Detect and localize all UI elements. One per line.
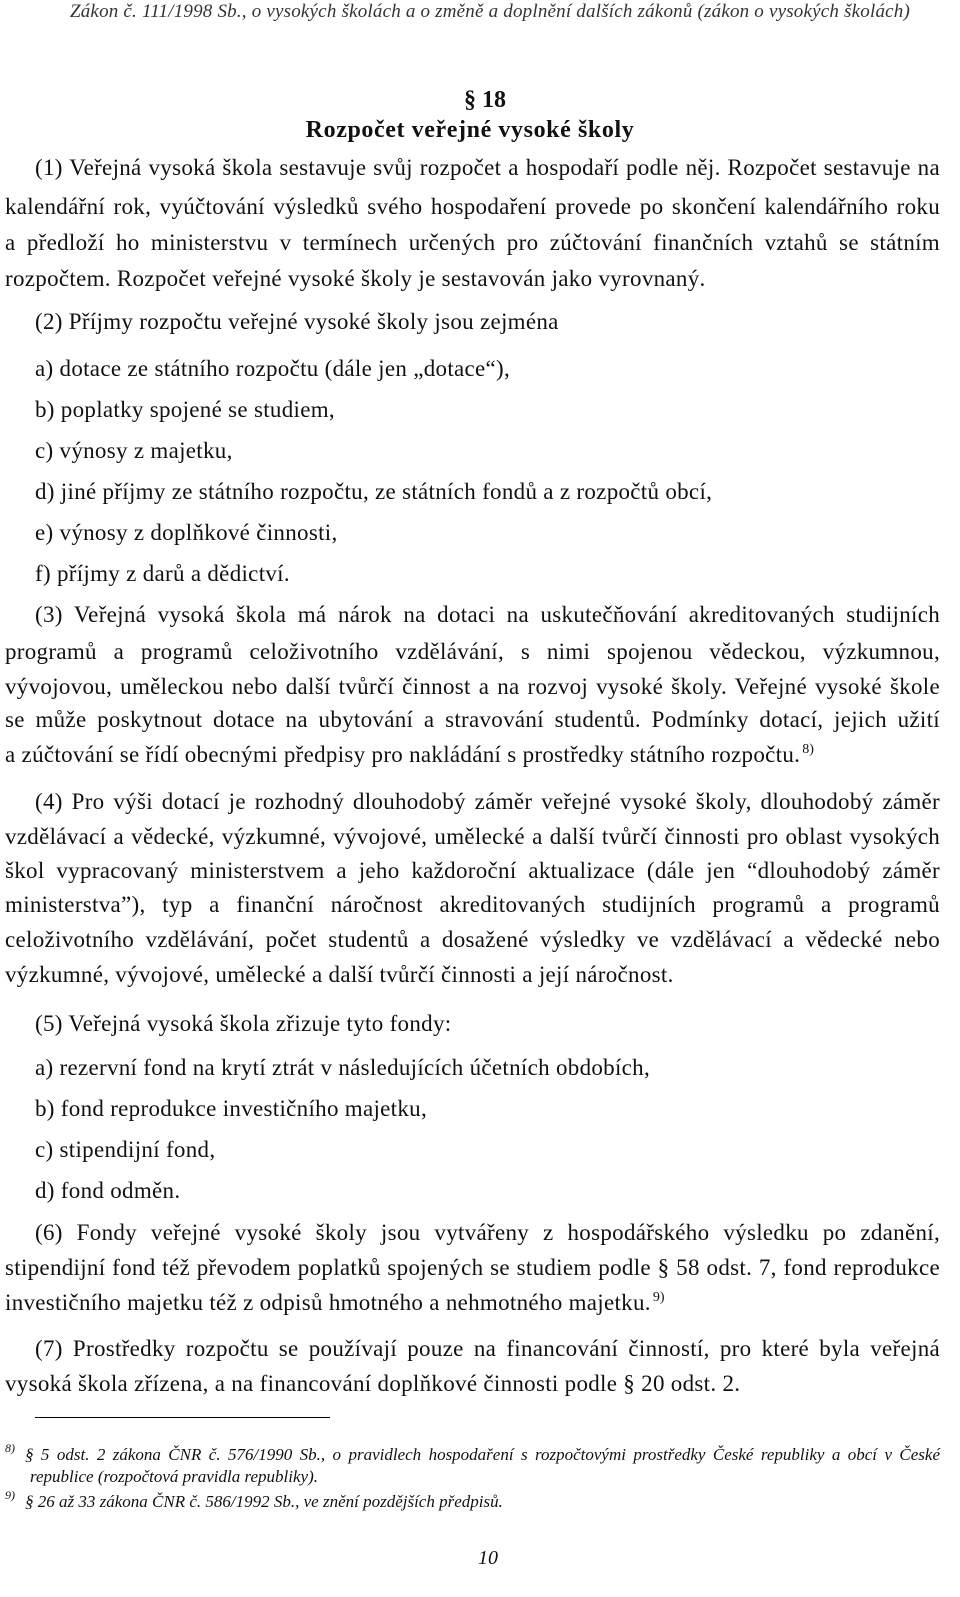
paragraph-line: (6) Fondy veřejné vysoké školy jsou vytvářeny z hospodářského výsledku po zdanění, bbox=[35, 1220, 940, 1245]
paragraph-line: vzdělávací a vědecké, výzkumné, vývojové, umělecké a další tvůrčí činnosti pro oblast vysokých bbox=[5, 824, 940, 849]
list-item: a) dotace ze státního rozpočtu (dále jen „dotace“), bbox=[35, 356, 511, 381]
paragraph-line: se může poskytnout dotace na ubytování a stravování studentů. Podmínky dotací, jejich užití bbox=[5, 707, 940, 732]
paragraph-line: celoživotního vzdělávání, počet studentů a dosažené výsledky ve vzdělávací a vědecké nebo bbox=[5, 927, 940, 952]
section-number: § 18 bbox=[464, 87, 506, 113]
paragraph-line: a předloží ho ministerstvu v termínech určených pro zúčtování finančních vztahů se státním bbox=[5, 230, 940, 255]
footnote-text-line: § 5 odst. 2 zákona ČNR č. 576/1990 Sb., o pravidlech hospodaření s rozpočtovými prostředky České republiky a obcí v České bbox=[25, 1445, 940, 1464]
paragraph-line bbox=[5, 1288, 940, 1318]
footnote-mark: 9) bbox=[5, 1488, 15, 1502]
paragraph-intro: (5) Veřejná vysoká škola zřizuje tyto fondy: bbox=[35, 1011, 452, 1036]
paragraph-line: programů a programů celoživotního vzdělávání, s nimi spojenou vědeckou, výzkumnou, bbox=[5, 639, 940, 664]
paragraph-line: vysoká škola zřízena, a na financování doplňkové činnosti podle § 20 odst. 2. bbox=[5, 1371, 741, 1396]
page-number: 10 bbox=[478, 1547, 498, 1569]
footnote-text-line: republice (rozpočtová pravidla republiky). bbox=[30, 1467, 318, 1486]
list-item: b) fond reprodukce investičního majetku, bbox=[35, 1096, 428, 1121]
list-item: e) výnosy z doplňkové činnosti, bbox=[35, 520, 338, 545]
footnote-ref-9: 9) bbox=[652, 1290, 665, 1305]
list-item: b) poplatky spojené se studiem, bbox=[35, 397, 335, 422]
running-header: Zákon č. 111/1998 Sb., o vysokých školách a o změně a doplnění dalších zákonů (zákon o vysokých školách) bbox=[69, 1, 911, 22]
list-item: f) příjmy z darů a dědictví. bbox=[35, 561, 290, 586]
paragraph-line: vývojovou, uměleckou nebo další tvůrčí činnost a na rozvoj vysoké školy. Veřejné vysoké škole bbox=[5, 674, 940, 699]
paragraph-line: stipendijní fond též převodem poplatků spojených se studiem podle § 58 odst. 7, fond reprodukce bbox=[5, 1255, 940, 1280]
line-text: investičního majetku též z odpisů hmotného a nehmotného majetku. bbox=[5, 1290, 651, 1315]
list-item: d) fond odměn. bbox=[35, 1178, 181, 1203]
paragraph-line: (4) Pro výši dotací je rozhodný dlouhodobý záměr veřejné vysoké školy, dlouhodobý záměr bbox=[35, 789, 940, 814]
paragraph-line: (3) Veřejná vysoká škola má nárok na dotaci na uskutečňování akreditovaných studijních bbox=[35, 602, 940, 627]
line-text: a zúčtování se řídí obecnými předpisy pro nakládání s prostředky státního rozpočtu. bbox=[5, 742, 801, 767]
paragraph-line bbox=[5, 740, 940, 770]
list-item: c) stipendijní fond, bbox=[35, 1137, 216, 1162]
list-item: a) rezervní fond na krytí ztrát v následujících účetních obdobích, bbox=[35, 1055, 651, 1080]
paragraph-line: škol vypracovaný ministerstvem a jeho každoroční aktualizace (dále jen “dlouhodobý záměr bbox=[5, 858, 940, 883]
footnote-text-line: § 26 až 33 zákona ČNR č. 586/1992 Sb., ve znění pozdějších předpisů. bbox=[25, 1492, 503, 1511]
section-title: Rozpočet veřejné vysoké školy bbox=[305, 117, 635, 143]
footnote-ref-8: 8) bbox=[802, 742, 814, 757]
paragraph-intro: (2) Příjmy rozpočtu veřejné vysoké školy jsou zejména bbox=[35, 309, 559, 334]
paragraph-line: výzkumné, vývojové, umělecké a další tvůrčí činnosti a její náročnost. bbox=[5, 962, 674, 987]
paragraph-line: kalendářní rok, vyúčtování výsledků svého hospodaření provede po skončení kalendářního roku bbox=[5, 194, 940, 219]
footnote-separator bbox=[35, 1417, 330, 1418]
paragraph-line: (7) Prostředky rozpočtu se používají pouze na financování činností, pro které byla veřejná bbox=[35, 1336, 940, 1361]
paragraph-line: (1) Veřejná vysoká škola sestavuje svůj rozpočet a hospodaří podle něj. Rozpočet sestavuje na bbox=[35, 155, 940, 180]
list-item: c) výnosy z majetku, bbox=[35, 438, 233, 463]
paragraph-line: rozpočtem. Rozpočet veřejné vysoké školy je sestavován jako vyrovnaný. bbox=[5, 266, 706, 291]
paragraph-line: ministerstva”), typ a finanční náročnost akreditovaných studijních programů a programů bbox=[5, 892, 940, 917]
footnote-mark: 8) bbox=[5, 1441, 15, 1455]
list-item: d) jiné příjmy ze státního rozpočtu, ze státních fondů a z rozpočtů obcí, bbox=[35, 479, 713, 504]
